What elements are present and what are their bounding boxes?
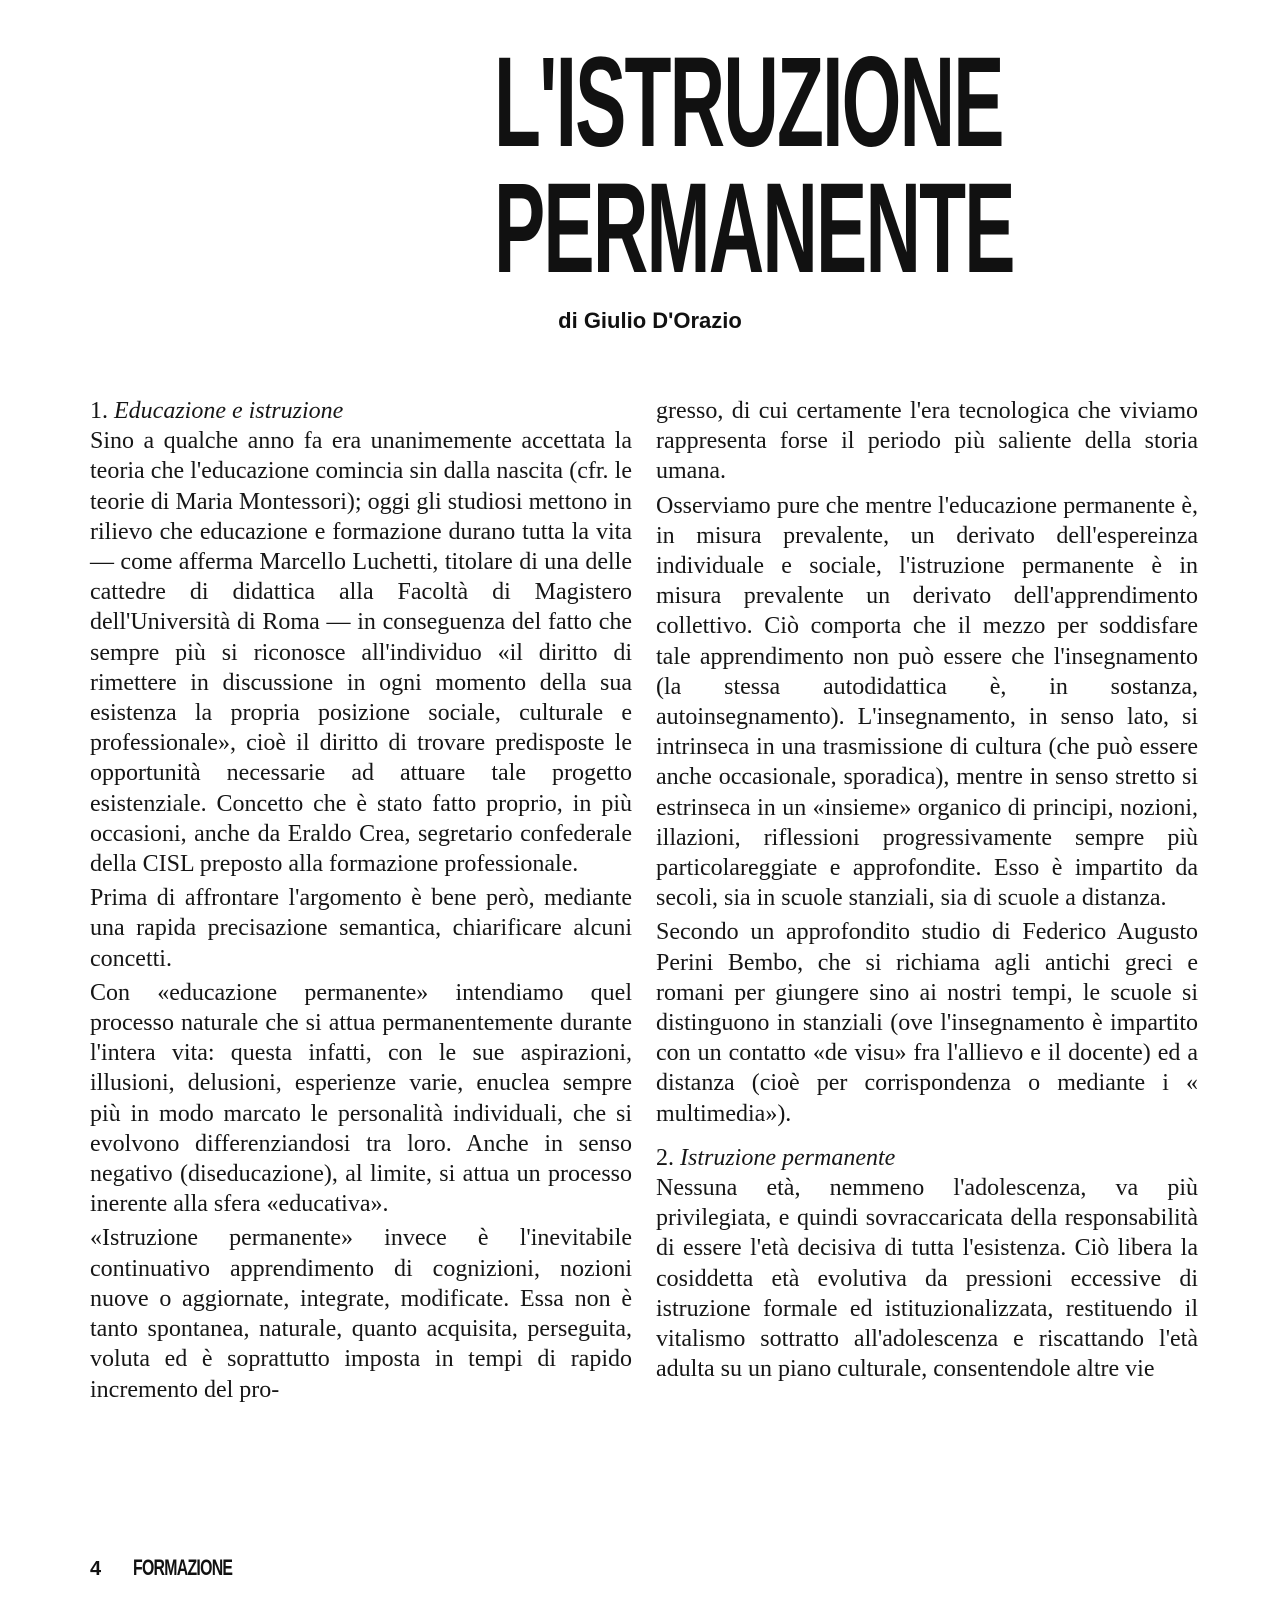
paragraph: gresso, di cui certamente l'era tecnologica che viviamo rappresenta forse il periodo più saliente della storia umana. — [656, 398, 1198, 485]
paragraph: Nessuna età, nemmeno l'adolescenza, va più privilegiata, e quindi sovraccaricata della responsabilità di essere l'età decisiva di tutta l'esistenza. Ciò libera la cosiddetta età evolutiva da pressioni eccessive di istruzione formale ed istituzionalizzata, restituendo il vitalismo sottratto all'adolescenza e riscattando l'età adulta su un piano culturale, consentendole altre vie — [656, 1175, 1198, 1383]
section-1-number: 1. — [90, 398, 108, 424]
byline: di Giulio D'Orazio — [558, 308, 742, 333]
title-line-1: L'ISTRUZIONE — [494, 31, 1003, 174]
paragraph: Sino a qualche anno fa era unanimemente accettata la teoria che l'educazione comincia sin dalla nascita (cfr. le teorie di Maria Montessori); oggi gli studiosi mettono in rilievo che educazione e formazione durano tutta la vita — come afferma Marcello Luchetti, titolare di una delle cattedre di didattica alla Facoltà di Magistero dell'Università di Roma — in conseguenza del fatto che sempre più si riconosce all'individuo «il diritto di rimettere in discussione in ogni momento della sua esistenza la propria posizione sociale, culturale e professionale», cioè il diritto di trovare predisposte le opportunità necessarie ad attuare tale progetto esistenziale. Concetto che è stato fatto proprio, in più occasioni, anche da Eraldo Crea, segretario confederale della CISL preposto alla formazione professionale. — [90, 428, 632, 878]
article-title — [390, 31, 1014, 300]
paragraph: Con «educazione permanente» intendiamo quel processo naturale che si attua permanentemente durante l'intera vita: questa infatti, con le sue aspirazioni, illusioni, delusioni, esperienze varie, enuclea sempre più in modo marcato le personalità individuali, che si evolvono differenziandosi tra loro. Anche in senso negativo (diseducazione), al limite, si attua un processo inerente alla sfera «educativa». — [90, 979, 632, 1218]
paragraph: «Istruzione permanente» invece è l'inevitabile continuativo apprendimento di cognizioni, nozioni nuove o aggiornate, integrate, modificate. Essa non è tanto spontanea, naturale, quanto acquisita, perseguita, voluta ed è soprattutto imposta in tempi di rapido incremento del pro- — [90, 1225, 632, 1403]
section-2-title: Istruzione permanente — [680, 1144, 896, 1171]
paragraph: Prima di affrontare l'argomento è bene però, mediante una rapida precisazione semantica, chiarificare alcuni concetti. — [90, 885, 632, 972]
section-1-heading — [90, 396, 632, 426]
page-footer — [90, 1555, 271, 1581]
paragraph: Osserviamo pure che mentre l'educazione permanente è, in misura prevalente, un derivato dell'espereinza individuale e sociale, l'istruzione permanente è in misura prevalente un derivato dell'apprendimento collettivo. Ciò comporta che il mezzo per soddisfare tale apprendimento non può essere che l'insegnamento (la stessa autodidattica è, in sostanza, autoinsegnamento). L'insegnamento, in senso lato, si intrinseca in una trasmissione di cultura (che può essere anche occasionale, sporadica), mentre in senso stretto si estrinseca in un «insieme» organico di principi, nozioni, illazioni, riflessioni progressivamente sempre più particolareggiate e approfondite. Esso è impartito da secoli, sia in scuole stanziali, sia di scuole a distanza. — [656, 492, 1198, 912]
page-number: 4 — [90, 1558, 102, 1580]
paragraph: Secondo un approfondito studio di Federico Augusto Perini Bembo, che si richiama agli antichi greci e romani per giungere sino ai nostri tempi, le scuole si distinguono in stanziali (ove l'insegnamento è impartito con un contatto «de visu» fra l'allievo e il docente) ed a distanza (cioè per corrispondenza o mediante i « multimedia»). — [656, 919, 1198, 1127]
section-2-number: 2. — [656, 1144, 674, 1171]
title-line-2: PERMANENTE — [494, 157, 1014, 300]
section-2-heading — [656, 1143, 1198, 1173]
section-1-title: Educazione e istruzione — [114, 398, 344, 424]
column-right — [656, 396, 1198, 1389]
column-left — [90, 396, 632, 1409]
magazine-name: FORMAZIONE — [132, 1555, 232, 1580]
